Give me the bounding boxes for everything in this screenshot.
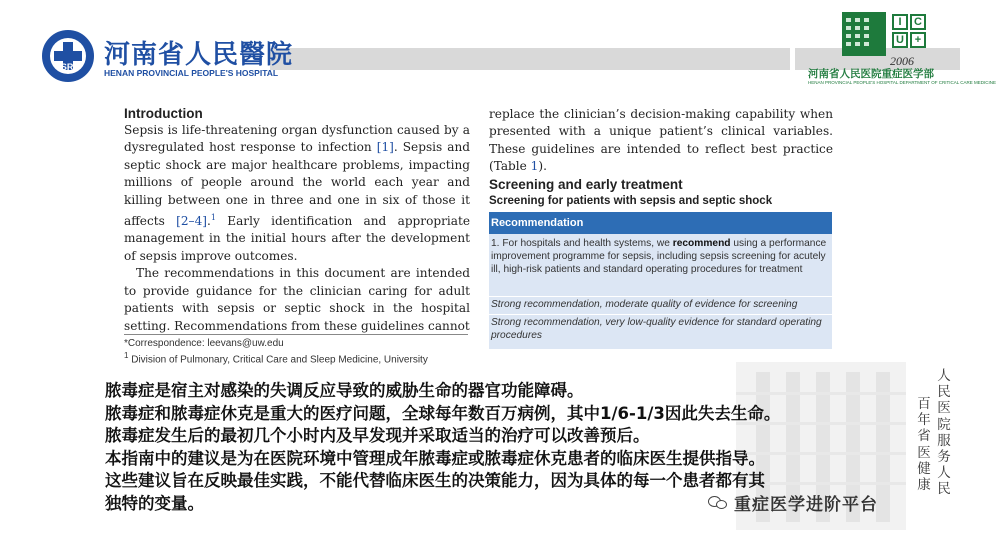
recommendation-header: Recommendation bbox=[489, 212, 832, 234]
icu-letter-c: C bbox=[910, 14, 926, 30]
table-divider bbox=[489, 314, 832, 315]
icu-year: 2006 bbox=[890, 54, 914, 68]
footnote-marker: 1 bbox=[210, 213, 216, 223]
box-heading: Screening for patients with sepsis and septic shock bbox=[489, 195, 773, 207]
recommendation-table bbox=[489, 212, 832, 349]
summary-line: 脓毒症是宿主对感染的失调反应导致的威胁生命的器官功能障碍。 bbox=[105, 381, 584, 400]
paper-right-column bbox=[489, 106, 833, 176]
building-icon bbox=[842, 12, 886, 56]
citation-link[interactable]: [1] bbox=[376, 140, 394, 155]
hospital-name-en: HENAN PROVINCIAL PEOPLE'S HOSPITAL bbox=[104, 68, 279, 78]
wechat-watermark bbox=[708, 490, 878, 515]
summary-line: 独特的变量。 bbox=[105, 493, 204, 513]
summary-line: 本指南中的建议是为在医院环境中管理成年脓毒症或脓毒症休克患者的临床医生提供指导。 bbox=[105, 448, 765, 468]
table-link[interactable]: 1 bbox=[530, 159, 539, 174]
hospital-name-cn: 河南省人民醫院 bbox=[104, 40, 294, 70]
footnote-correspondence: *Correspondence: leevans@uw.edu bbox=[124, 338, 284, 349]
icu-name-en: HENAN PROVINCIAL PEOPLE'S HOSPITAL DEPARTMENT OF CRITICAL CARE MEDICINE bbox=[808, 80, 996, 85]
right-paragraph: replace the clinician’s decision-making capability when presented with a unique patient’s clinical variables. These guidelines are intended to reflect best practice (Table 1). bbox=[489, 107, 833, 174]
icu-letter-plus: + bbox=[910, 32, 926, 48]
seal-text: SRY bbox=[60, 62, 80, 72]
wechat-icon bbox=[708, 494, 728, 512]
recommendation-strength-2: Strong recommendation, very low-quality evidence for standard operating procedures bbox=[491, 317, 822, 341]
section-heading: Screening and early treatment bbox=[489, 177, 683, 192]
icu-name-cn: 河南省人民医院重症医学部 bbox=[808, 68, 934, 80]
summary-line: 这些建议旨在反映最佳实践，不能代替临床医生的决策能力，因为具体的每一个患者都有其 bbox=[105, 471, 765, 491]
paper-excerpt bbox=[120, 100, 840, 366]
intro-paragraph-2: The recommendations in this document are intended to provide guidance for the clinician caring for adult patients with sepsis or septic shock in the hospital setting. Recommendations from these guidelines cannot bbox=[124, 266, 470, 333]
hospital-seal-icon bbox=[42, 30, 94, 82]
summary-line: 脓毒症和脓毒症休克是重大的医疗问题，全球每年数百万病例，其中1/6-1/3因此失去生命。 bbox=[105, 403, 781, 423]
watermark-text: 重症医学进阶平台 bbox=[734, 495, 878, 515]
footnote-affiliation: $^1$ Division of Pulmonary, Critical Care and Sleep Medicine, University bbox=[124, 351, 428, 366]
vertical-slogan-2: 百 年 省 医 健 康 bbox=[917, 396, 931, 494]
icu-logo bbox=[808, 8, 996, 86]
icu-letter-i: I bbox=[892, 14, 908, 30]
citation-link[interactable]: [2–4] bbox=[176, 214, 207, 229]
icu-letter-u: U bbox=[892, 32, 908, 48]
hospital-logo bbox=[42, 30, 294, 82]
footnote-rule bbox=[124, 334, 468, 335]
paper-left-column bbox=[124, 106, 470, 335]
intro-heading: Introduction bbox=[124, 106, 203, 121]
vertical-slogan-1: 人 民 医 院 服 务 人 民 bbox=[937, 368, 951, 498]
recommendation-1: 1. For hospitals and health systems, we recommend using a performance improvement programme for sepsis, including sepsis screening for acutely ill, high-risk patients and standard operating procedures for treatment bbox=[491, 238, 827, 275]
table-divider bbox=[489, 296, 832, 297]
intro-paragraph-1: Sepsis is life-threatening organ dysfunction caused by a dysregulated host response to infection [1]. Sepsis and septic shock are major healthcare problems, impacting millions of people around the world each year and killing between one in three and one in six of those it affects [2–4].$^1$ Early identification and appropriate management in the initial hours after the development of sepsis improve outcomes. bbox=[124, 123, 470, 263]
recommendation-strength-1: Strong recommendation, moderate quality of evidence for screening bbox=[491, 299, 798, 310]
header-bar bbox=[270, 48, 790, 70]
summary-line: 脓毒症发生后的最初几个小时内及早发现并采取适当的治疗可以改善预后。 bbox=[105, 426, 650, 446]
